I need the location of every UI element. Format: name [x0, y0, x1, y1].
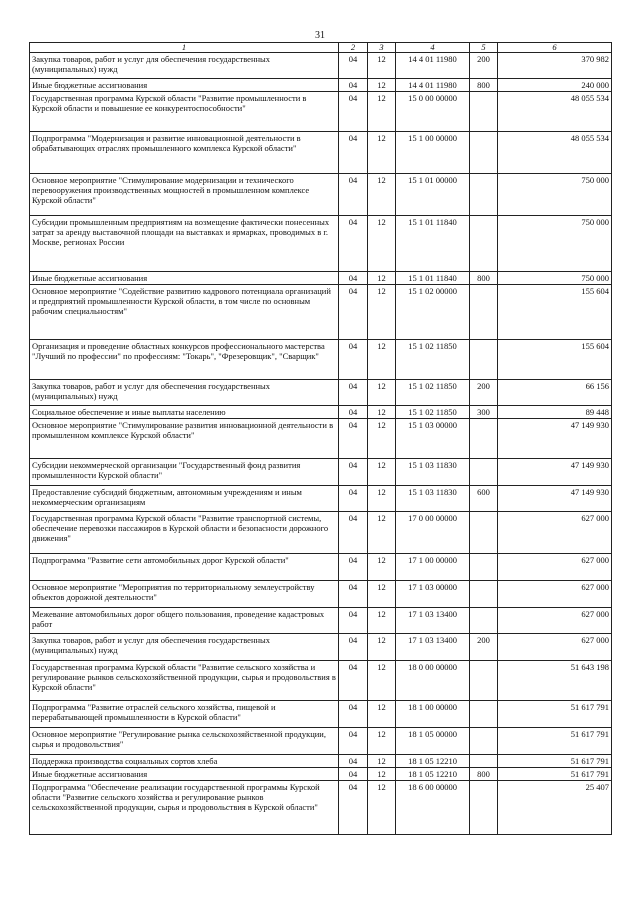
expense-type-cell: 200 [470, 53, 498, 79]
amount-cell: 51 617 791 [498, 701, 612, 728]
expense-type-cell [470, 285, 498, 340]
table-row [30, 132, 612, 174]
target-article-cell: 15 1 02 11850 [396, 406, 470, 419]
target-article-cell: 18 6 00 00000 [396, 781, 470, 835]
section-code-cell: 04 [339, 340, 368, 380]
target-article-cell: 15 1 03 11830 [396, 486, 470, 512]
section-code-cell: 04 [339, 132, 368, 174]
column-header: 6 [498, 43, 612, 53]
amount-cell: 627 000 [498, 608, 612, 634]
subsection-code-cell: 12 [368, 701, 396, 728]
expense-name-cell: Субсидии некоммерческой организации "Государственный фонд развития промышленности Курской области" [30, 459, 339, 486]
section-code-cell: 04 [339, 272, 368, 285]
expense-name-cell: Поддержка производства социальных сортов хлеба [30, 755, 339, 768]
expense-type-cell [470, 132, 498, 174]
target-article-cell: 15 1 01 00000 [396, 174, 470, 216]
column-header: 1 [30, 43, 339, 53]
expense-name-cell: Закупка товаров, работ и услуг для обеспечения государственных (муниципальных) нужд [30, 53, 339, 79]
subsection-code-cell: 12 [368, 661, 396, 701]
amount-cell: 627 000 [498, 554, 612, 581]
section-code-cell: 04 [339, 92, 368, 132]
expense-name-cell: Основное мероприятие "Стимулирование модернизации и технического перевооружения производственных мощностей в промышленном комплексе Курской области" [30, 174, 339, 216]
target-article-cell: 18 1 05 12210 [396, 755, 470, 768]
expense-name-cell: Иные бюджетные ассигнования [30, 272, 339, 285]
section-code-cell: 04 [339, 634, 368, 661]
section-code-cell: 04 [339, 406, 368, 419]
expense-name-cell: Подпрограмма "Модернизация и развитие инновационной деятельности в обрабатывающих отраслях промышленного комплекса Курской области" [30, 132, 339, 174]
expense-type-cell [470, 419, 498, 459]
target-article-cell: 15 1 00 00000 [396, 132, 470, 174]
amount-cell: 66 156 [498, 380, 612, 406]
expense-type-cell [470, 512, 498, 554]
section-code-cell: 04 [339, 380, 368, 406]
expense-type-cell [470, 340, 498, 380]
column-header: 4 [396, 43, 470, 53]
subsection-code-cell: 12 [368, 554, 396, 581]
table-row [30, 512, 612, 554]
expense-name-cell: Предоставление субсидий бюджетным, автономным учреждениям и иным некоммерческим организациям [30, 486, 339, 512]
expense-name-cell: Основное мероприятие "Содействие развитию кадрового потенциала организаций и предприятий промышленности Курской области, в том числе по основным рабочим специальностям" [30, 285, 339, 340]
subsection-code-cell: 12 [368, 53, 396, 79]
subsection-code-cell: 12 [368, 92, 396, 132]
expense-name-cell: Основное мероприятие "Мероприятия по территориальному землеустройству объектов дорожной деятельности" [30, 581, 339, 608]
amount-cell: 25 407 [498, 781, 612, 835]
section-code-cell: 04 [339, 554, 368, 581]
amount-cell: 155 604 [498, 285, 612, 340]
amount-cell: 48 055 534 [498, 92, 612, 132]
expense-type-cell [470, 459, 498, 486]
expense-type-cell: 800 [470, 768, 498, 781]
table-row [30, 459, 612, 486]
table-row [30, 768, 612, 781]
target-article-cell: 17 1 03 00000 [396, 581, 470, 608]
expense-type-cell: 600 [470, 486, 498, 512]
section-code-cell: 04 [339, 661, 368, 701]
table-row [30, 554, 612, 581]
table-row [30, 486, 612, 512]
table-row [30, 174, 612, 216]
subsection-code-cell: 12 [368, 380, 396, 406]
subsection-code-cell: 12 [368, 132, 396, 174]
target-article-cell: 15 1 01 11840 [396, 272, 470, 285]
amount-cell: 627 000 [498, 634, 612, 661]
subsection-code-cell: 12 [368, 285, 396, 340]
table-row [30, 406, 612, 419]
expense-type-cell [470, 661, 498, 701]
expense-type-cell [470, 216, 498, 272]
target-article-cell: 15 1 02 11850 [396, 380, 470, 406]
expense-name-cell: Подпрограмма "Развитие отраслей сельского хозяйства, пищевой и перерабатывающей промышленности в Курской области" [30, 701, 339, 728]
expense-name-cell: Государственная программа Курской области "Развитие сельского хозяйства и регулирование рынков сельскохозяйственной продукции, сырья и продовольствия в Курской области" [30, 661, 339, 701]
expense-type-cell [470, 174, 498, 216]
subsection-code-cell: 12 [368, 79, 396, 92]
expense-name-cell: Социальное обеспечение и иные выплаты населению [30, 406, 339, 419]
table-row [30, 272, 612, 285]
table-row [30, 728, 612, 755]
section-code-cell: 04 [339, 174, 368, 216]
subsection-code-cell: 12 [368, 419, 396, 459]
table-row [30, 634, 612, 661]
expense-type-cell [470, 581, 498, 608]
section-code-cell: 04 [339, 781, 368, 835]
subsection-code-cell: 12 [368, 728, 396, 755]
table-row [30, 216, 612, 272]
expense-type-cell [470, 701, 498, 728]
table-row [30, 581, 612, 608]
expense-type-cell [470, 608, 498, 634]
expense-name-cell: Закупка товаров, работ и услуг для обеспечения государственных (муниципальных) нужд [30, 380, 339, 406]
amount-cell: 750 000 [498, 174, 612, 216]
expense-type-cell [470, 554, 498, 581]
target-article-cell: 15 1 01 11840 [396, 216, 470, 272]
subsection-code-cell: 12 [368, 459, 396, 486]
subsection-code-cell: 12 [368, 608, 396, 634]
target-article-cell: 17 1 03 13400 [396, 608, 470, 634]
table-row [30, 340, 612, 380]
expense-type-cell: 800 [470, 79, 498, 92]
target-article-cell: 18 1 00 00000 [396, 701, 470, 728]
table-row [30, 755, 612, 768]
expense-type-cell: 300 [470, 406, 498, 419]
target-article-cell: 17 1 00 00000 [396, 554, 470, 581]
table-row [30, 79, 612, 92]
table-row [30, 419, 612, 459]
target-article-cell: 15 0 00 00000 [396, 92, 470, 132]
table-row [30, 92, 612, 132]
subsection-code-cell: 12 [368, 272, 396, 285]
column-header: 3 [368, 43, 396, 53]
section-code-cell: 04 [339, 486, 368, 512]
target-article-cell: 17 0 00 00000 [396, 512, 470, 554]
target-article-cell: 15 1 03 11830 [396, 459, 470, 486]
section-code-cell: 04 [339, 79, 368, 92]
subsection-code-cell: 12 [368, 768, 396, 781]
subsection-code-cell: 12 [368, 486, 396, 512]
amount-cell: 750 000 [498, 272, 612, 285]
amount-cell: 47 149 930 [498, 486, 612, 512]
expense-type-cell [470, 728, 498, 755]
expense-type-cell: 800 [470, 272, 498, 285]
amount-cell: 47 149 930 [498, 419, 612, 459]
target-article-cell: 15 1 02 00000 [396, 285, 470, 340]
amount-cell: 627 000 [498, 581, 612, 608]
amount-cell: 51 617 791 [498, 768, 612, 781]
section-code-cell: 04 [339, 285, 368, 340]
expense-name-cell: Основное мероприятие "Стимулирование развития инновационной деятельности в промышленном комплексе Курской области" [30, 419, 339, 459]
expense-name-cell: Государственная программа Курской области "Развитие промышленности в Курской области и повышение ее конкурентоспособности" [30, 92, 339, 132]
target-article-cell: 17 1 03 13400 [396, 634, 470, 661]
expense-name-cell: Организация и проведение областных конкурсов профессионального мастерства "Лучший по профессии" по профессиям: "Токарь", "Фрезеровщик", "Сварщик" [30, 340, 339, 380]
expense-name-cell: Основное мероприятие "Регулирование рынка сельскохозяйственной продукции, сырья и продовольствия" [30, 728, 339, 755]
budget-table [29, 42, 612, 835]
subsection-code-cell: 12 [368, 512, 396, 554]
section-code-cell: 04 [339, 581, 368, 608]
column-header: 5 [470, 43, 498, 53]
target-article-cell: 15 1 02 11850 [396, 340, 470, 380]
amount-cell: 750 000 [498, 216, 612, 272]
subsection-code-cell: 12 [368, 755, 396, 768]
page-number: 31 [315, 30, 325, 41]
target-article-cell: 18 0 00 00000 [396, 661, 470, 701]
amount-cell: 89 448 [498, 406, 612, 419]
section-code-cell: 04 [339, 53, 368, 79]
amount-cell: 51 617 791 [498, 755, 612, 768]
expense-name-cell: Закупка товаров, работ и услуг для обеспечения государственных (муниципальных) нужд [30, 634, 339, 661]
amount-cell: 47 149 930 [498, 459, 612, 486]
target-article-cell: 14 4 01 11980 [396, 53, 470, 79]
expense-name-cell: Субсидии промышленным предприятиям на возмещение фактически понесенных затрат за аренду выставочной площади на выставках и ярмарках, проводимых в г. Москве, регионах России [30, 216, 339, 272]
table-row [30, 608, 612, 634]
target-article-cell: 15 1 03 00000 [396, 419, 470, 459]
table-row [30, 661, 612, 701]
expense-type-cell: 200 [470, 634, 498, 661]
section-code-cell: 04 [339, 459, 368, 486]
subsection-code-cell: 12 [368, 634, 396, 661]
section-code-cell: 04 [339, 512, 368, 554]
amount-cell: 51 617 791 [498, 728, 612, 755]
subsection-code-cell: 12 [368, 581, 396, 608]
table-row [30, 285, 612, 340]
expense-type-cell [470, 755, 498, 768]
amount-cell: 240 000 [498, 79, 612, 92]
section-code-cell: 04 [339, 768, 368, 781]
table-row [30, 53, 612, 79]
expense-name-cell: Подпрограмма "Развитие сети автомобильных дорог Курской области" [30, 554, 339, 581]
target-article-cell: 18 1 05 12210 [396, 768, 470, 781]
subsection-code-cell: 12 [368, 781, 396, 835]
section-code-cell: 04 [339, 216, 368, 272]
expense-name-cell: Подпрограмма "Обеспечение реализации государственной программы Курской области "Развитие сельского хозяйства и регулирование рынков сельскохозяйственной продукции, сырья и продовольствия в Курской области" [30, 781, 339, 835]
expense-type-cell [470, 92, 498, 132]
table-header-row [30, 43, 612, 53]
amount-cell: 51 643 198 [498, 661, 612, 701]
amount-cell: 48 055 534 [498, 132, 612, 174]
section-code-cell: 04 [339, 608, 368, 634]
section-code-cell: 04 [339, 701, 368, 728]
expense-name-cell: Иные бюджетные ассигнования [30, 768, 339, 781]
column-header: 2 [339, 43, 368, 53]
target-article-cell: 14 4 01 11980 [396, 79, 470, 92]
subsection-code-cell: 12 [368, 340, 396, 380]
amount-cell: 370 982 [498, 53, 612, 79]
section-code-cell: 04 [339, 728, 368, 755]
table-row [30, 380, 612, 406]
expense-type-cell: 200 [470, 380, 498, 406]
subsection-code-cell: 12 [368, 216, 396, 272]
subsection-code-cell: 12 [368, 174, 396, 216]
target-article-cell: 18 1 05 00000 [396, 728, 470, 755]
section-code-cell: 04 [339, 419, 368, 459]
expense-name-cell: Межевание автомобильных дорог общего пользования, проведение кадастровых работ [30, 608, 339, 634]
expense-name-cell: Государственная программа Курской области "Развитие транспортной системы, обеспечение перевозки пассажиров в Курской области и безопасности дорожного движения" [30, 512, 339, 554]
table-row [30, 781, 612, 835]
table-row [30, 701, 612, 728]
subsection-code-cell: 12 [368, 406, 396, 419]
expense-type-cell [470, 781, 498, 835]
amount-cell: 155 604 [498, 340, 612, 380]
section-code-cell: 04 [339, 755, 368, 768]
expense-name-cell: Иные бюджетные ассигнования [30, 79, 339, 92]
amount-cell: 627 000 [498, 512, 612, 554]
